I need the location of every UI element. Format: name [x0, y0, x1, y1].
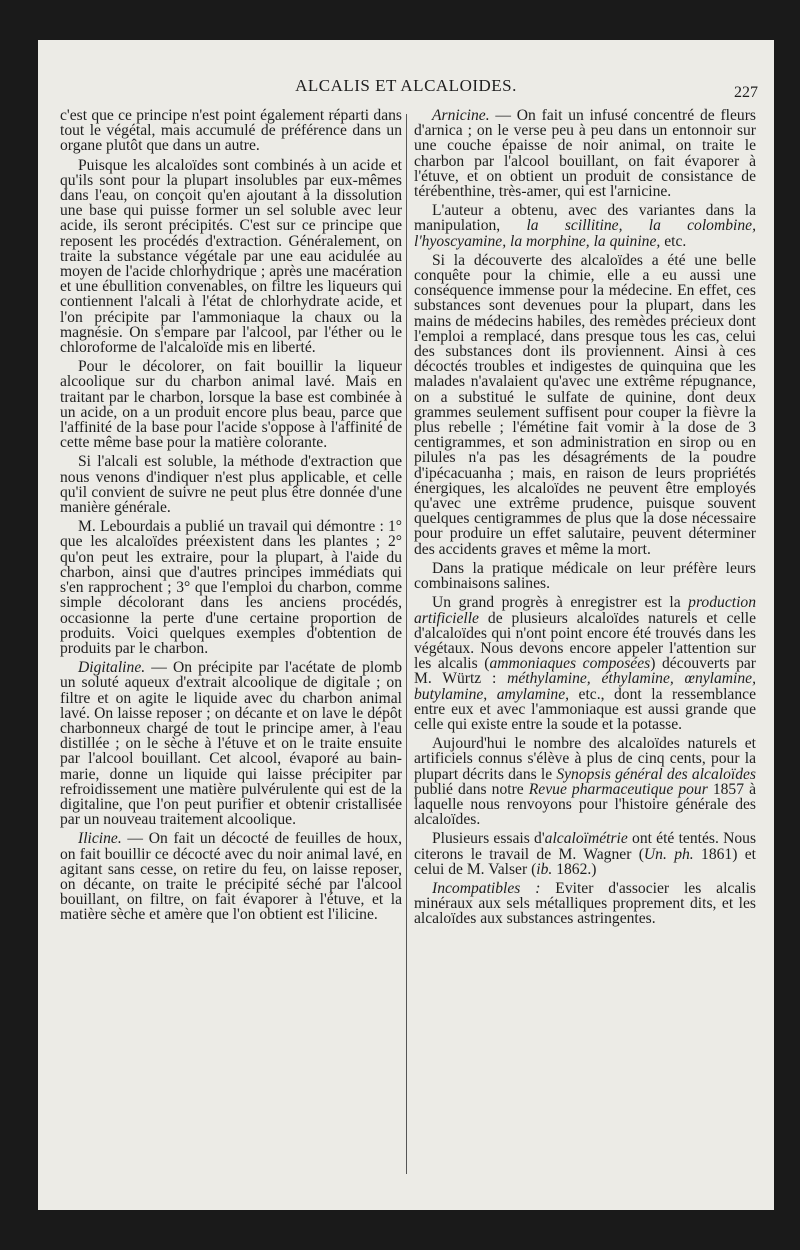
paragraph: Puisque les alcaloïdes sont combinés à un acide et qu'ils sont pour la plupart insolubles par eux-mêmes dans l'eau, on conçoit qu'en ajoutant à la dissolution une base qui puisse former un sel soluble avec leur acide, ils seront précipités. C'est sur ce principe que reposent les procédés d'extraction. Généralement, on traite la substance végétale par une eau acidulée au moyen de l'acide chlorhydrique ; après une macération et une ébullition convenables, on filtre les liqueurs qui contiennent l'alcali à l'état de chlorhydrate acide, et l'on précipite par l'ammoniaque la chaux ou la magnésie. On s'empare par l'alcool, par l'éther ou le chloroforme de l'alcaloïde mis en liberté. [60, 156, 402, 357]
text-run: publié dans notre [414, 780, 529, 798]
paragraph: Si l'alcali est soluble, la méthode d'extraction que nous venons d'indiquer n'est plus applicable, et celle qu'il convient de suivre ne peut plus être donnée d'une manière générale. [60, 453, 402, 517]
paragraph-ilicine [60, 831, 402, 922]
text-run: Un grand progrès à enregistrer est la [432, 594, 689, 612]
italic-run: Synopsis général des alcaloïdes [556, 765, 756, 783]
text-run: de plusieurs alcaloïdes naturels et celle d'alcaloïdes qui n'ont point encore été trouvés dans les végétaux. Nous devons encore appeler l'attention sur les alcalis ( [414, 609, 756, 673]
section-lead: Ilicine. [78, 830, 122, 848]
text-run: 1862.) [552, 860, 597, 878]
paragraph-text: — On fait un décocté de feuilles de houx, on fait bouillir ce décocté avec du noir animal lavé, en agitant sans cesse, on retire du feu, on laisse reposer, on décante, on traite le précipité séché par l'alcool bouillant, on filtre, on fait évaporer à l'étuve, et la matière sèche et amère que l'on obtient est l'ilicine. [60, 830, 402, 924]
left-column [60, 108, 402, 927]
paragraph-digitaline [60, 660, 402, 827]
paragraph [414, 595, 756, 732]
section-lead: Incompatibles : [432, 879, 541, 897]
paragraph-incompatibles [414, 881, 756, 927]
text-run: ) découverts par M. Würtz : [414, 655, 756, 688]
italic-run: Revue pharmaceutique pour [528, 780, 708, 798]
italic-run: la scillitine, la colombine, l'hyoscyamine, la morphine, la quinine, [414, 217, 756, 250]
paragraph [414, 203, 756, 249]
paragraph [414, 831, 756, 877]
paragraph: Pour le décolorer, on fait bouillir la liqueur alcoolique sur du charbon animal lavé. Mais en traitant par le charbon, lorsque la base est combinée à un acide, on a un produit encore plus beau, parce que l'affinité de la base pour l'acide s'oppose à l'affinité de cette même base pour la matière colorante. [60, 358, 402, 452]
text-run: L'auteur a obtenu, avec des variantes dans la manipulation, [414, 202, 756, 235]
text-run: Aujourd'hui le nombre des alcaloïdes naturels et artificiels connus s'élève à plus de cinq cents, pour la plupart décrits dans le [414, 735, 756, 783]
running-title: ALCALIS ET ALCALOIDES. [295, 76, 517, 95]
paragraph-arnicine [414, 108, 756, 199]
column-divider [406, 114, 407, 1174]
paragraph-text: Eviter d'associer les alcalis minéraux aux sels métalliques proprement dits, et les alcaloïdes aux substances astringentes. [414, 879, 756, 928]
paragraph: M. Lebourdais a publié un travail qui démontre : 1° que les alcaloïdes préexistent dans les plantes ; 2° qu'on peut les extraire, pour la plupart, à l'aide du charbon, ainsi que d'autres principes immédiats qui s'en rapprochent ; 3° que l'emploi du charbon, comme simple décolorant dans les anciens procédés, occasionne la perte d'une certaine proportion de produits. Voici quelques exemples d'obtention de produits par le charbon. [60, 518, 402, 657]
paragraph: Si la découverte des alcaloïdes a été une belle conquête pour la chimie, elle a eu aussi une conséquence immense pour la médecine. En effet, ces substances sont devenues pour la plupart, dans les mains de médecins habiles, des remèdes précieux dont l'emploi a remplacé, dans presque tous les cas, celui des substances dont ils proviennent. Ainsi à ces décoctés troubles et indigestes de quinquina que les malades n'avalaient qu'avec une extrême répugnance, on a substitué le sulfate de quinine, dont deux grammes seulement suffisent pour couper la fièvre la plus rebelle ; l'émétine fait vomir à la dose de 3 centigrammes, et son administration en sirop ou en pilules n'a pas les désagréments de la poudre d'ipécacuanha ; mais, en raison de leurs propriétés énergiques, les alcaloïdes ne peuvent être employés qu'avec une extrême prudence, puisque souvent quelques centigrammes de plus que la dose nécessaire pour produire un effet salutaire, peuvent déterminer des accidents graves et même la mort. [414, 251, 756, 558]
text-run: 1861) et celui de M. Valser ( [414, 845, 756, 878]
paragraph-text: — On fait un infusé concentré de fleurs d'arnica ; on le verse peu à peu dans un entonnoir sur une couche épaisse de noir animal, on traite le charbon par l'alcool bouillant, on fait évaporer à l'étuve, et on obtient un produit de consistance de térébenthine, très-amer, qui est l'arnicine. [414, 107, 756, 201]
italic-run: ammoniaques composées [489, 655, 651, 673]
right-column [414, 108, 756, 931]
italic-run: Un. ph. [643, 845, 694, 863]
text-run: Plusieurs essais d' [432, 830, 545, 848]
page-header [38, 76, 774, 106]
text-run: 1857 à laquelle nous renvoyons pour l'histoire générale des alcaloïdes. [414, 780, 757, 829]
paragraph: c'est que ce principe n'est point également réparti dans tout le végétal, mais accumulé de préférence dans un organe plutôt que dans un autre. [60, 107, 402, 155]
book-page [38, 40, 774, 1210]
section-lead: Arnicine. [432, 107, 490, 124]
italic-run: production artificielle [414, 594, 756, 627]
paragraph [414, 736, 756, 827]
text-run: etc., dont la ressemblance entre eux et avec l'ammoniaque est aussi grande que celle qui existe entre la soude et la potasse. [414, 685, 756, 733]
section-lead: Digitaline. [78, 659, 146, 677]
italic-run: alcaloïmétrie [544, 830, 628, 848]
text-run: etc. [660, 232, 687, 250]
text-run: ont été tentés. Nous citerons le travail de M. Wagner ( [414, 830, 757, 863]
italic-run: ib. [536, 860, 553, 878]
paragraph-text: — On précipite par l'acétate de plomb un soluté aqueux d'extrait alcoolique de digitale ; on filtre et on agite le liquide avec du charbon animal lavé. On laisse reposer ; on décante et on lave le dépôt charbonneux chargé de tout le principe amer, à l'eau distillée ; on le sèche à l'étuve et on le traite ensuite par l'alcool bouillant. Cet alcool, évaporé au bain-marie, donne un liquide qui laisse précipiter par refroidissement une matière pulvérulente qui est de la digitaline, que l'on peut purifier et obtenir cristallisée par un nouveau traitement alcoolique. [60, 659, 402, 829]
page-number: 227 [734, 84, 758, 101]
italic-run: méthylamine, éthylamine, œnylamine, butylamine, amylamine, [414, 670, 756, 703]
paragraph: Dans la pratique médicale on leur préfère leurs combinaisons salines. [414, 559, 756, 593]
